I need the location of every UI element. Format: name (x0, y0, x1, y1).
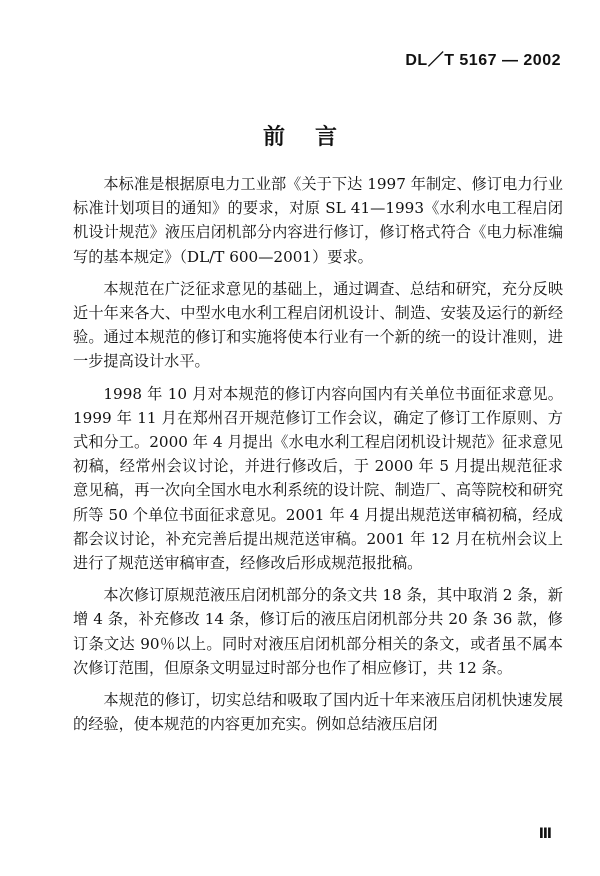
page-number: Ⅲ (538, 826, 552, 842)
standard-code: DL／T 5167 — 2002 (405, 52, 561, 69)
paragraph-4: 本次修订原规范液压启闭机部分的条文共 18 条，其中取消 2 条，新增 4 条，补充修改 14 条，修订后的液压启闭机部分共 20 条 36 款，修订条文达 90％以上。同时对液压启闭机部分相关的条文，或者虽不属本次修订范围，但原条文明显过时部分也作了相应修订，共 12 条。 (73, 586, 563, 677)
preface-body (73, 172, 563, 744)
paragraph-1: 本标准是根据原电力工业部《关于下达 1997 年制定、修订电力行业标准计划项目的通知》的要求，对原 SL 41—1993《水利水电工程启闭机设计规范》液压启闭机部分内容进行修订，修订格式符合《电力标准编写的基本规定》（DL/T 600—2001）要求。 (73, 175, 563, 266)
paragraph-5: 本规范的修订，切实总结和吸取了国内近十年来液压启闭机快速发展的经验，使本规范的内容更加充实。例如总结液压启闭 (73, 691, 563, 734)
paragraph-3: 1998 年 10 月对本规范的修订内容向国内有关单位书面征求意见。1999 年 11 月在郑州召开规范修订工作会议，确定了修订工作原则、方式和分工。2000 年 4 月提出《水电水利工程启闭机设计规范》征求意见初稿，经常州会议讨论，并进行修改后，于 2000 年 5 月提出规范征求意见稿，再一次向全国水电水利系统的设计院、制造厂、高等院校和研究所等 50 个单位书面征求意见。2001 年 4 月提出规范送审稿初稿，经成都会议讨论，补充完善后提出规范送审稿。2001 年 12 月在杭州会议上进行了规范送审稿审查，经修改后形成规范报批稿。 (73, 384, 563, 573)
page-title: 前言 (262, 125, 367, 150)
paragraph-2: 本规范在广泛征求意见的基础上，通过调查、总结和研究，充分反映近十年来各大、中型水电水利工程启闭机设计、制造、安装及运行的新经验。通过本规范的修订和实施将使本行业有一个新的统一的设计准则，进一步提高设计水平。 (73, 279, 563, 371)
